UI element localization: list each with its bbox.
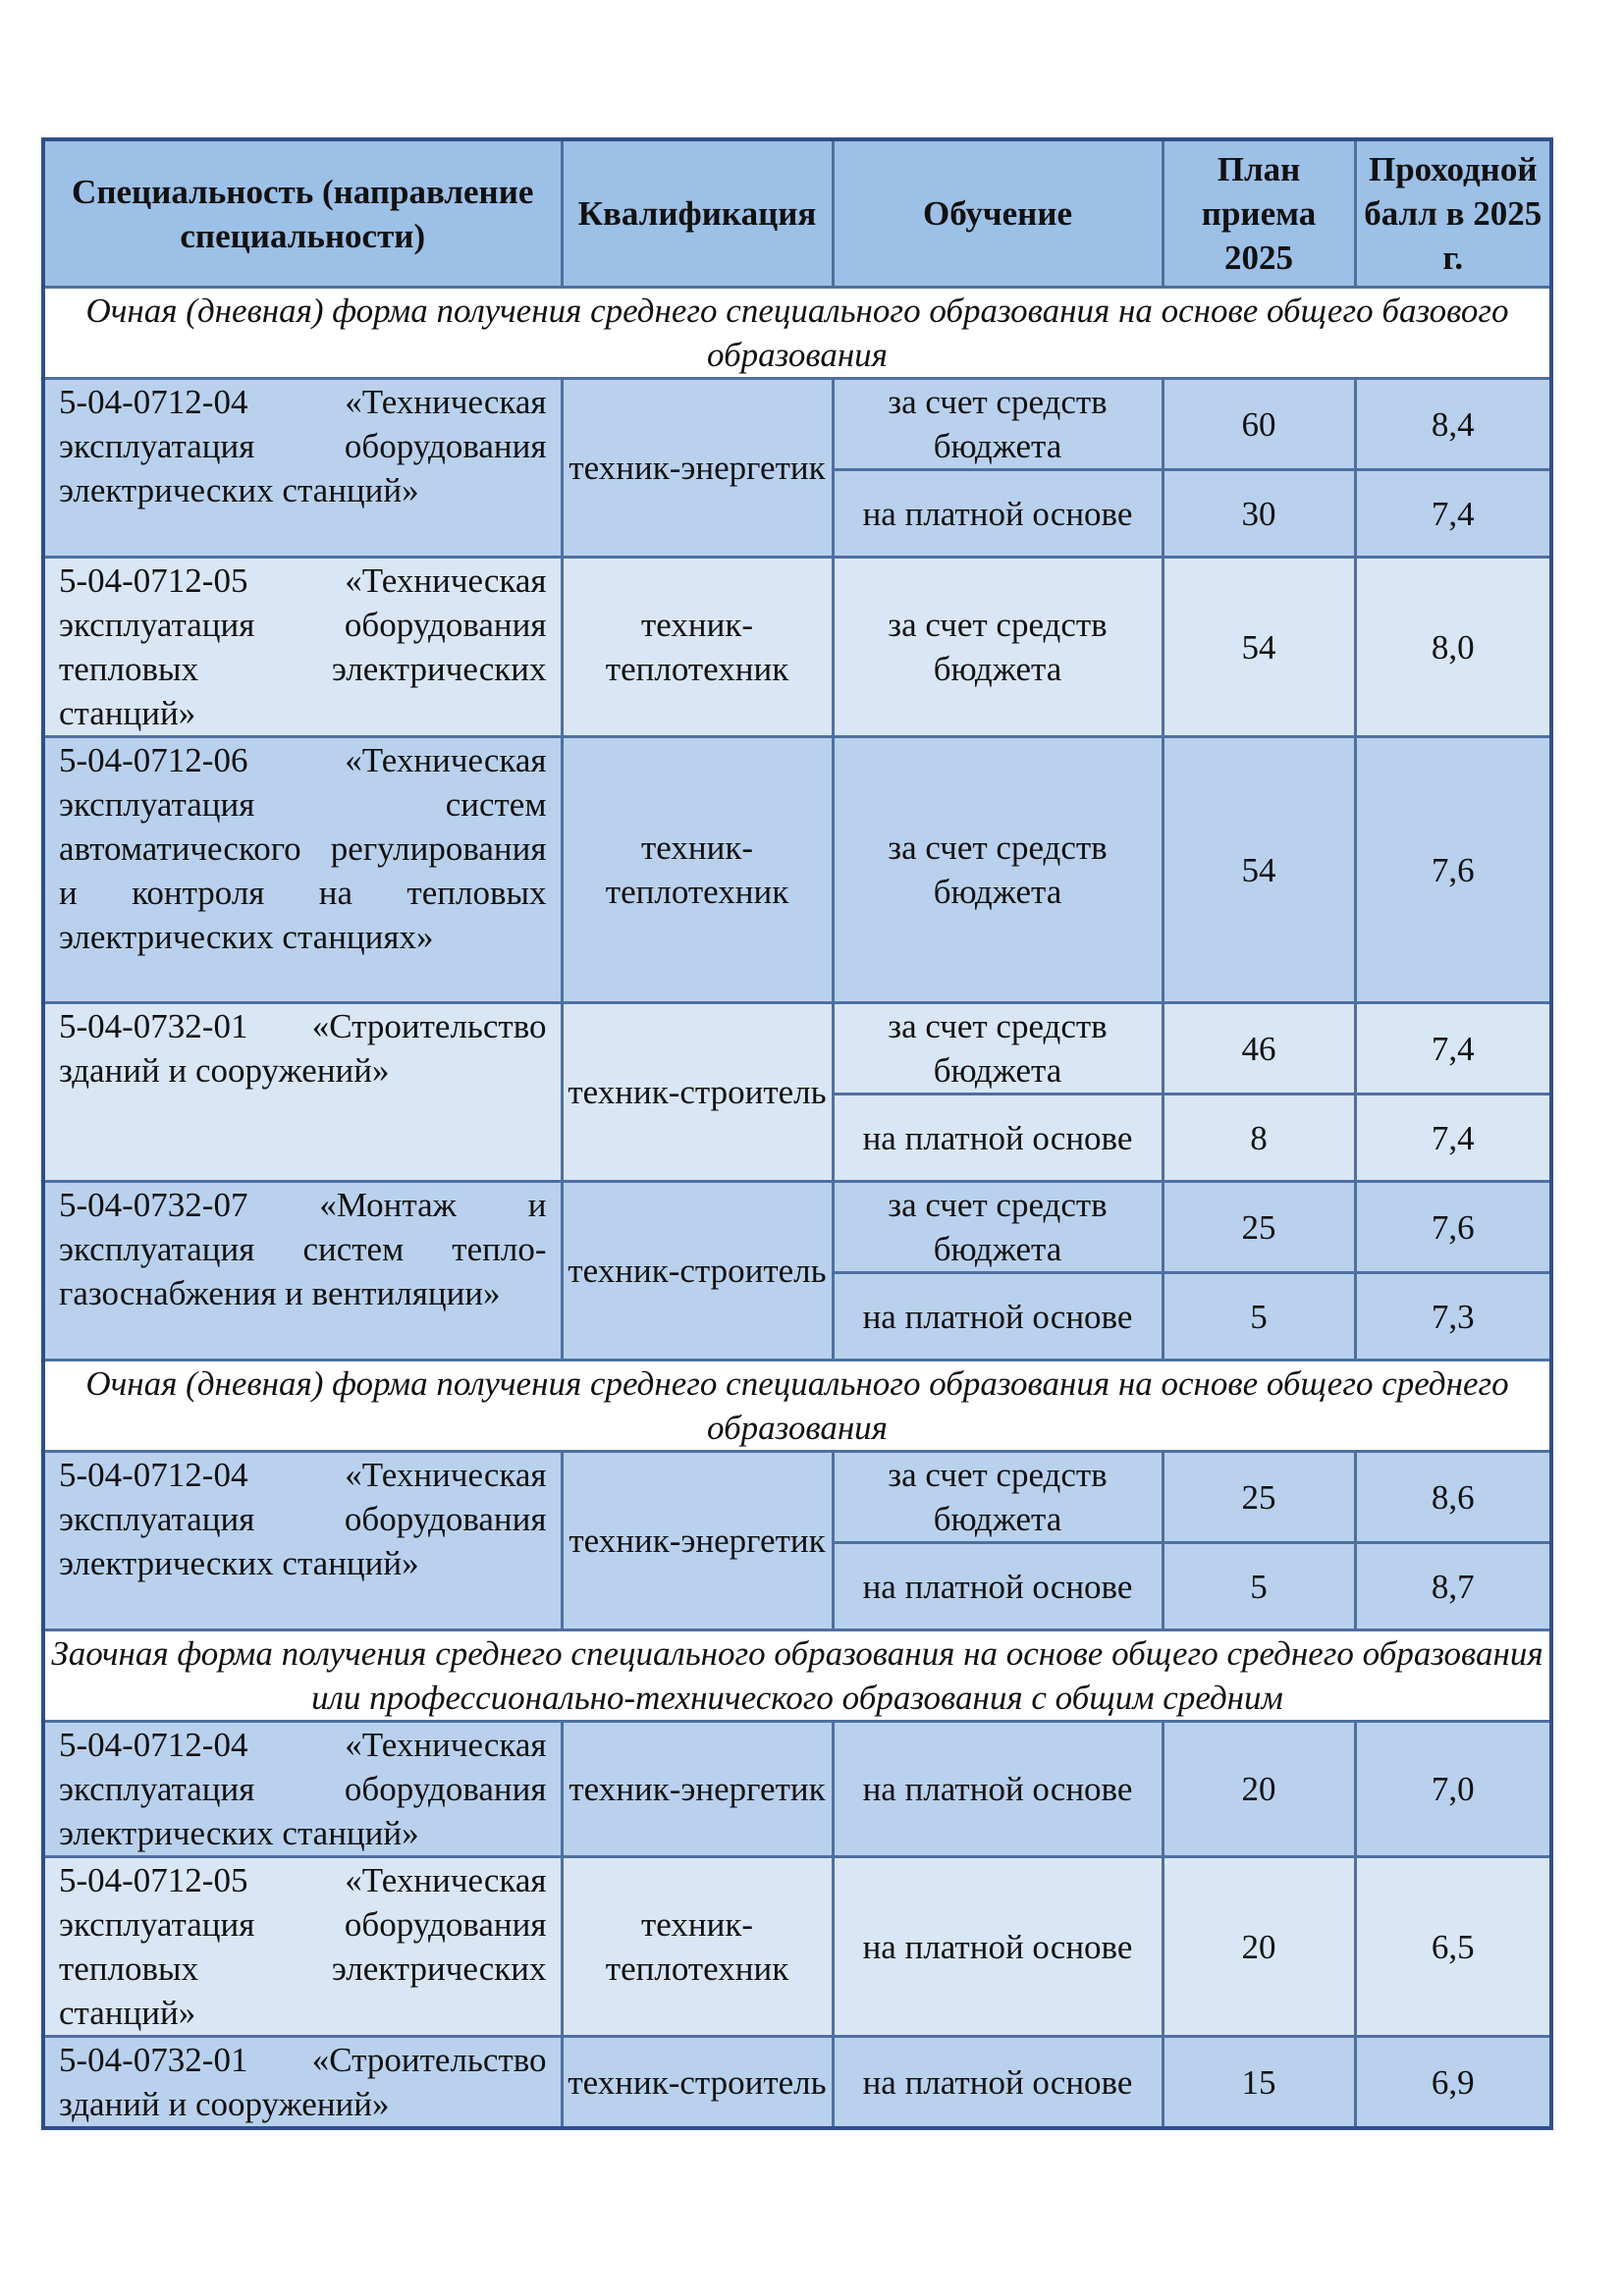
study-cell: на платной основе	[833, 1722, 1163, 1857]
study-cell: на платной основе	[833, 1543, 1163, 1630]
header-qualification: Квалификация	[562, 139, 833, 288]
score-cell: 6,9	[1355, 2037, 1551, 2129]
score-cell: 7,4	[1355, 470, 1551, 558]
score-cell: 7,4	[1355, 1003, 1551, 1095]
specialty-cell: 5-04-0712-04 «Техническая эксплуатация оборудования электрических станций»	[43, 1452, 562, 1630]
qualification-cell: техник-строитель	[562, 1003, 833, 1182]
plan-cell: 25	[1163, 1452, 1355, 1543]
study-cell: за счет средств бюджета	[833, 379, 1163, 470]
section-title: Очная (дневная) форма получения среднего специального образования на основе общего среднего образования	[43, 1361, 1551, 1452]
study-cell: за счет средств бюджета	[833, 1003, 1163, 1095]
qualification-cell: техник-энергетик	[562, 379, 833, 558]
score-cell: 7,3	[1355, 1273, 1551, 1361]
study-cell: на платной основе	[833, 2037, 1163, 2129]
table-row	[43, 2037, 1551, 2129]
header-study: Обучение	[833, 139, 1163, 288]
score-cell: 7,0	[1355, 1722, 1551, 1857]
section-title: Очная (дневная) форма получения среднего специального образования на основе общего базового образования	[43, 288, 1551, 379]
header-score: Проходной балл в 2025 г.	[1355, 139, 1551, 288]
plan-cell: 46	[1163, 1003, 1355, 1095]
plan-cell: 25	[1163, 1182, 1355, 1273]
qualification-cell: техник-теплотехник	[562, 737, 833, 1003]
score-cell: 7,6	[1355, 737, 1551, 1003]
header-specialty: Специальность (направление специальности)	[43, 139, 562, 288]
qualification-cell: техник-энергетик	[562, 1452, 833, 1630]
section-title-row	[43, 1361, 1551, 1452]
specialty-cell: 5-04-0732-07 «Монтаж и эксплуатация систем тепло-газоснабжения и вентиляции»	[43, 1182, 562, 1361]
table-row	[43, 1182, 1551, 1273]
score-cell: 7,4	[1355, 1095, 1551, 1182]
study-cell: на платной основе	[833, 1095, 1163, 1182]
specialty-cell: 5-04-0712-06 «Техническая эксплуатация систем автоматического регулирования и контроля на тепловых электрических станциях»	[43, 737, 562, 1003]
score-cell: 8,7	[1355, 1543, 1551, 1630]
study-cell: за счет средств бюджета	[833, 1182, 1163, 1273]
section-title-row	[43, 288, 1551, 379]
study-cell: на платной основе	[833, 1857, 1163, 2037]
qualification-cell: техник-энергетик	[562, 1722, 833, 1857]
plan-cell: 5	[1163, 1273, 1355, 1361]
table-row	[43, 737, 1551, 1003]
plan-cell: 30	[1163, 470, 1355, 558]
specialty-cell: 5-04-0712-04 «Техническая эксплуатация оборудования электрических станций»	[43, 379, 562, 558]
plan-cell: 20	[1163, 1722, 1355, 1857]
plan-cell: 60	[1163, 379, 1355, 470]
header-row	[43, 139, 1551, 288]
plan-cell: 5	[1163, 1543, 1355, 1630]
score-cell: 7,6	[1355, 1182, 1551, 1273]
plan-cell: 8	[1163, 1095, 1355, 1182]
score-cell: 8,6	[1355, 1452, 1551, 1543]
plan-cell: 20	[1163, 1857, 1355, 2037]
study-cell: за счет средств бюджета	[833, 737, 1163, 1003]
table-row	[43, 1452, 1551, 1543]
table-row	[43, 379, 1551, 470]
plan-cell: 54	[1163, 558, 1355, 737]
study-cell: на платной основе	[833, 1273, 1163, 1361]
qualification-cell: техник-теплотехник	[562, 1857, 833, 2037]
study-cell: за счет средств бюджета	[833, 1452, 1163, 1543]
specialty-cell: 5-04-0712-05 «Техническая эксплуатация оборудования тепловых электрических станций»	[43, 1857, 562, 2037]
plan-cell: 15	[1163, 2037, 1355, 2129]
section-title: Заочная форма получения среднего специального образования на основе общего среднего образования или профессионально-технического образования с общим средним	[43, 1630, 1551, 1722]
qualification-cell: техник-строитель	[562, 2037, 833, 2129]
plan-cell: 54	[1163, 737, 1355, 1003]
header-plan: План приема 2025	[1163, 139, 1355, 288]
specialty-cell: 5-04-0712-04 «Техническая эксплуатация оборудования электрических станций»	[43, 1722, 562, 1857]
study-cell: на платной основе	[833, 470, 1163, 558]
qualification-cell: техник-теплотехник	[562, 558, 833, 737]
score-cell: 6,5	[1355, 1857, 1551, 2037]
table-row	[43, 558, 1551, 737]
admissions-table	[41, 137, 1553, 2130]
table-row	[43, 1722, 1551, 1857]
score-cell: 8,4	[1355, 379, 1551, 470]
study-cell: за счет средств бюджета	[833, 558, 1163, 737]
section-title-row	[43, 1630, 1551, 1722]
table-row	[43, 1857, 1551, 2037]
table-row	[43, 1003, 1551, 1095]
score-cell: 8,0	[1355, 558, 1551, 737]
specialty-cell: 5-04-0712-05 «Техническая эксплуатация оборудования тепловых электрических станций»	[43, 558, 562, 737]
specialty-cell: 5-04-0732-01 «Строительство зданий и сооружений»	[43, 2037, 562, 2129]
specialty-cell: 5-04-0732-01 «Строительство зданий и сооружений»	[43, 1003, 562, 1182]
qualification-cell: техник-строитель	[562, 1182, 833, 1361]
